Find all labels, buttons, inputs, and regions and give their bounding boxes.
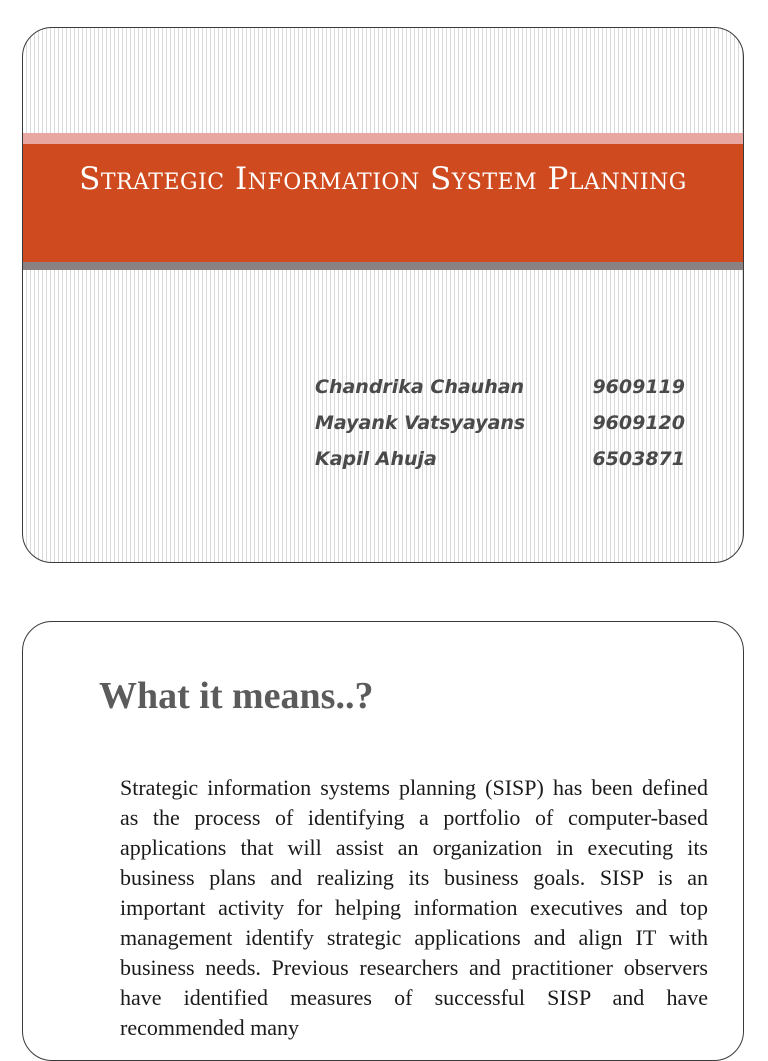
author-name: Mayank Vatsyayans	[315, 412, 526, 434]
author-row	[315, 412, 685, 448]
author-id: 6503871	[592, 448, 685, 470]
title-band-shadow	[23, 262, 743, 270]
author-id: 9609120	[592, 412, 685, 434]
author-row	[315, 376, 685, 412]
slide-body-text: Strategic information systems planning (SISP) has been defined as the process of identifying a portfolio of computer-based applications that will assist an organization in executing its business plans and realizing its business goals. SISP is an important activity for helping information executives and top management identify strategic applications and align IT with business needs. Previous researchers and practitioner observers have identified measures of successful SISP and have recommended many	[120, 775, 730, 1040]
author-name: Kapil Ahuja	[315, 448, 437, 470]
author-id: 9609119	[592, 376, 685, 398]
content-slide	[22, 621, 744, 1061]
slide-title: Strategic Information System Planning	[79, 161, 687, 197]
author-row	[315, 448, 685, 484]
author-list	[315, 376, 685, 484]
title-slide	[22, 27, 744, 563]
slide-heading: What it means..?	[99, 675, 374, 717]
author-name: Chandrika Chauhan	[315, 376, 525, 398]
title-band-accent	[23, 133, 743, 144]
